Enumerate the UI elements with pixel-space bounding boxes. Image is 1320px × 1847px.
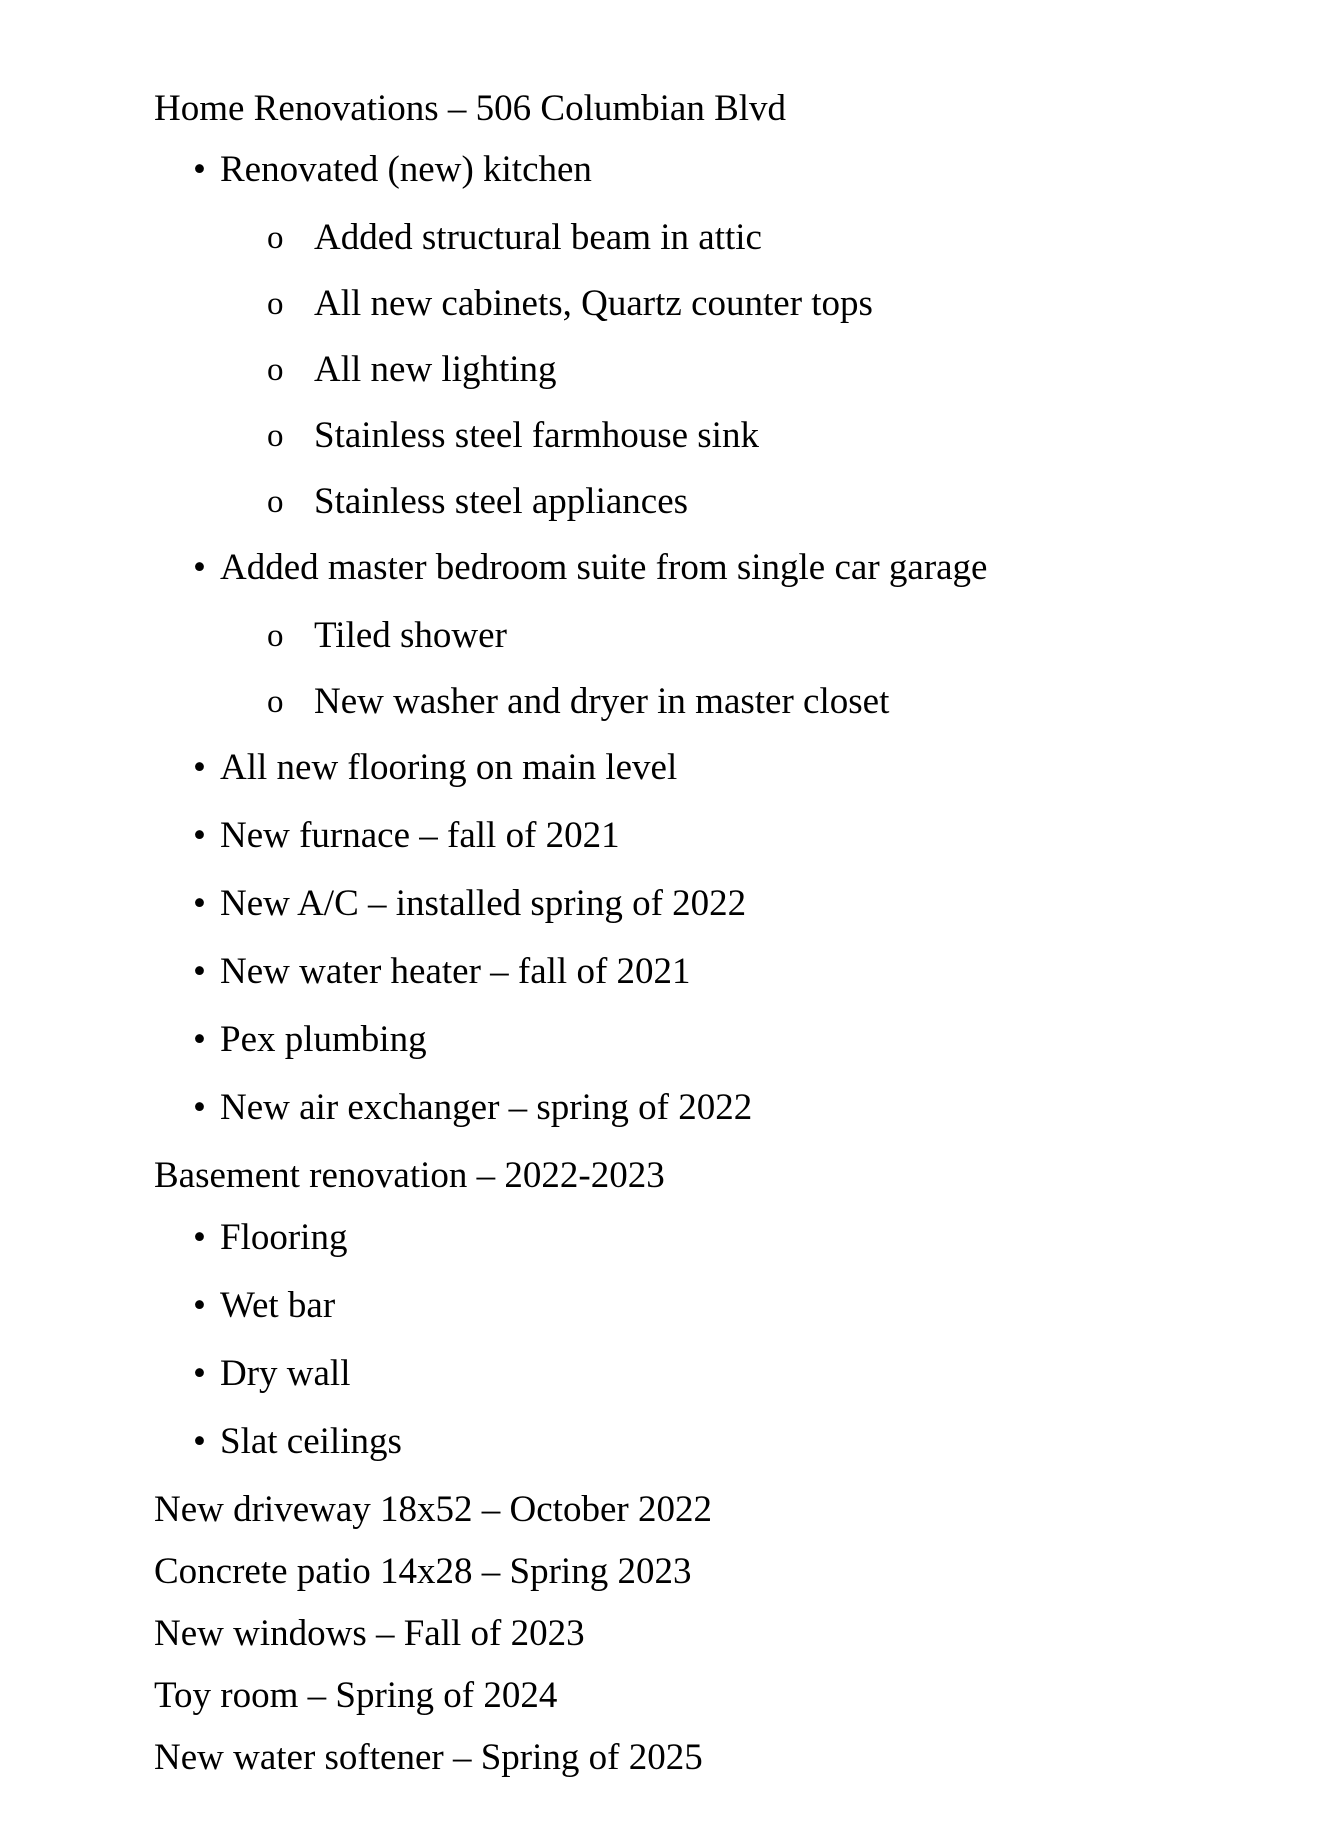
bullet-icon: • [193,1217,206,1258]
list-item: Added master bedroom suite from single car garage [220,547,988,588]
sub-list-item: Tiled shower [314,615,507,656]
list-item: Pex plumbing [220,1019,427,1060]
section-heading: Basement renovation – 2022-2023 [154,1155,665,1196]
sub-bullet-icon: o [267,618,284,654]
bullet-icon: • [193,951,206,992]
list-item: Flooring [220,1217,348,1258]
sub-bullet-icon: o [267,286,284,322]
list-item: Renovated (new) kitchen [220,149,592,190]
sub-list-item: All new cabinets, Quartz counter tops [314,283,873,324]
sub-bullet-icon: o [267,418,284,454]
bullet-icon: • [193,149,206,190]
project-line: New windows – Fall of 2023 [154,1613,585,1654]
bullet-icon: • [193,547,206,588]
bullet-icon: • [193,815,206,856]
bullet-icon: • [193,1019,206,1060]
list-item: Slat ceilings [220,1421,402,1462]
bullet-icon: • [193,1421,206,1462]
bullet-icon: • [193,1087,206,1128]
sub-bullet-icon: o [267,484,284,520]
project-line: New water softener – Spring of 2025 [154,1737,703,1778]
sub-bullet-icon: o [267,352,284,388]
sub-list-item: New washer and dryer in master closet [314,681,890,722]
project-line: Concrete patio 14x28 – Spring 2023 [154,1551,692,1592]
list-item: New A/C – installed spring of 2022 [220,883,747,924]
sub-list-item: Stainless steel appliances [314,481,689,522]
list-item: Dry wall [220,1353,351,1394]
sub-bullet-icon: o [267,220,284,256]
sub-list-item: All new lighting [314,349,557,390]
bullet-icon: • [193,883,206,924]
project-line: Toy room – Spring of 2024 [154,1675,558,1716]
list-item: Wet bar [220,1285,336,1326]
list-item: All new flooring on main level [220,747,678,788]
list-item: New air exchanger – spring of 2022 [220,1087,753,1128]
sub-list-item: Added structural beam in attic [314,217,762,258]
sub-bullet-icon: o [267,684,284,720]
bullet-icon: • [193,747,206,788]
sub-list-item: Stainless steel farmhouse sink [314,415,759,456]
section-heading: Home Renovations – 506 Columbian Blvd [154,88,787,129]
list-item: New water heater – fall of 2021 [220,951,691,992]
project-line: New driveway 18x52 – October 2022 [154,1489,712,1530]
bullet-icon: • [193,1353,206,1394]
list-item: New furnace – fall of 2021 [220,815,620,856]
bullet-icon: • [193,1285,206,1326]
